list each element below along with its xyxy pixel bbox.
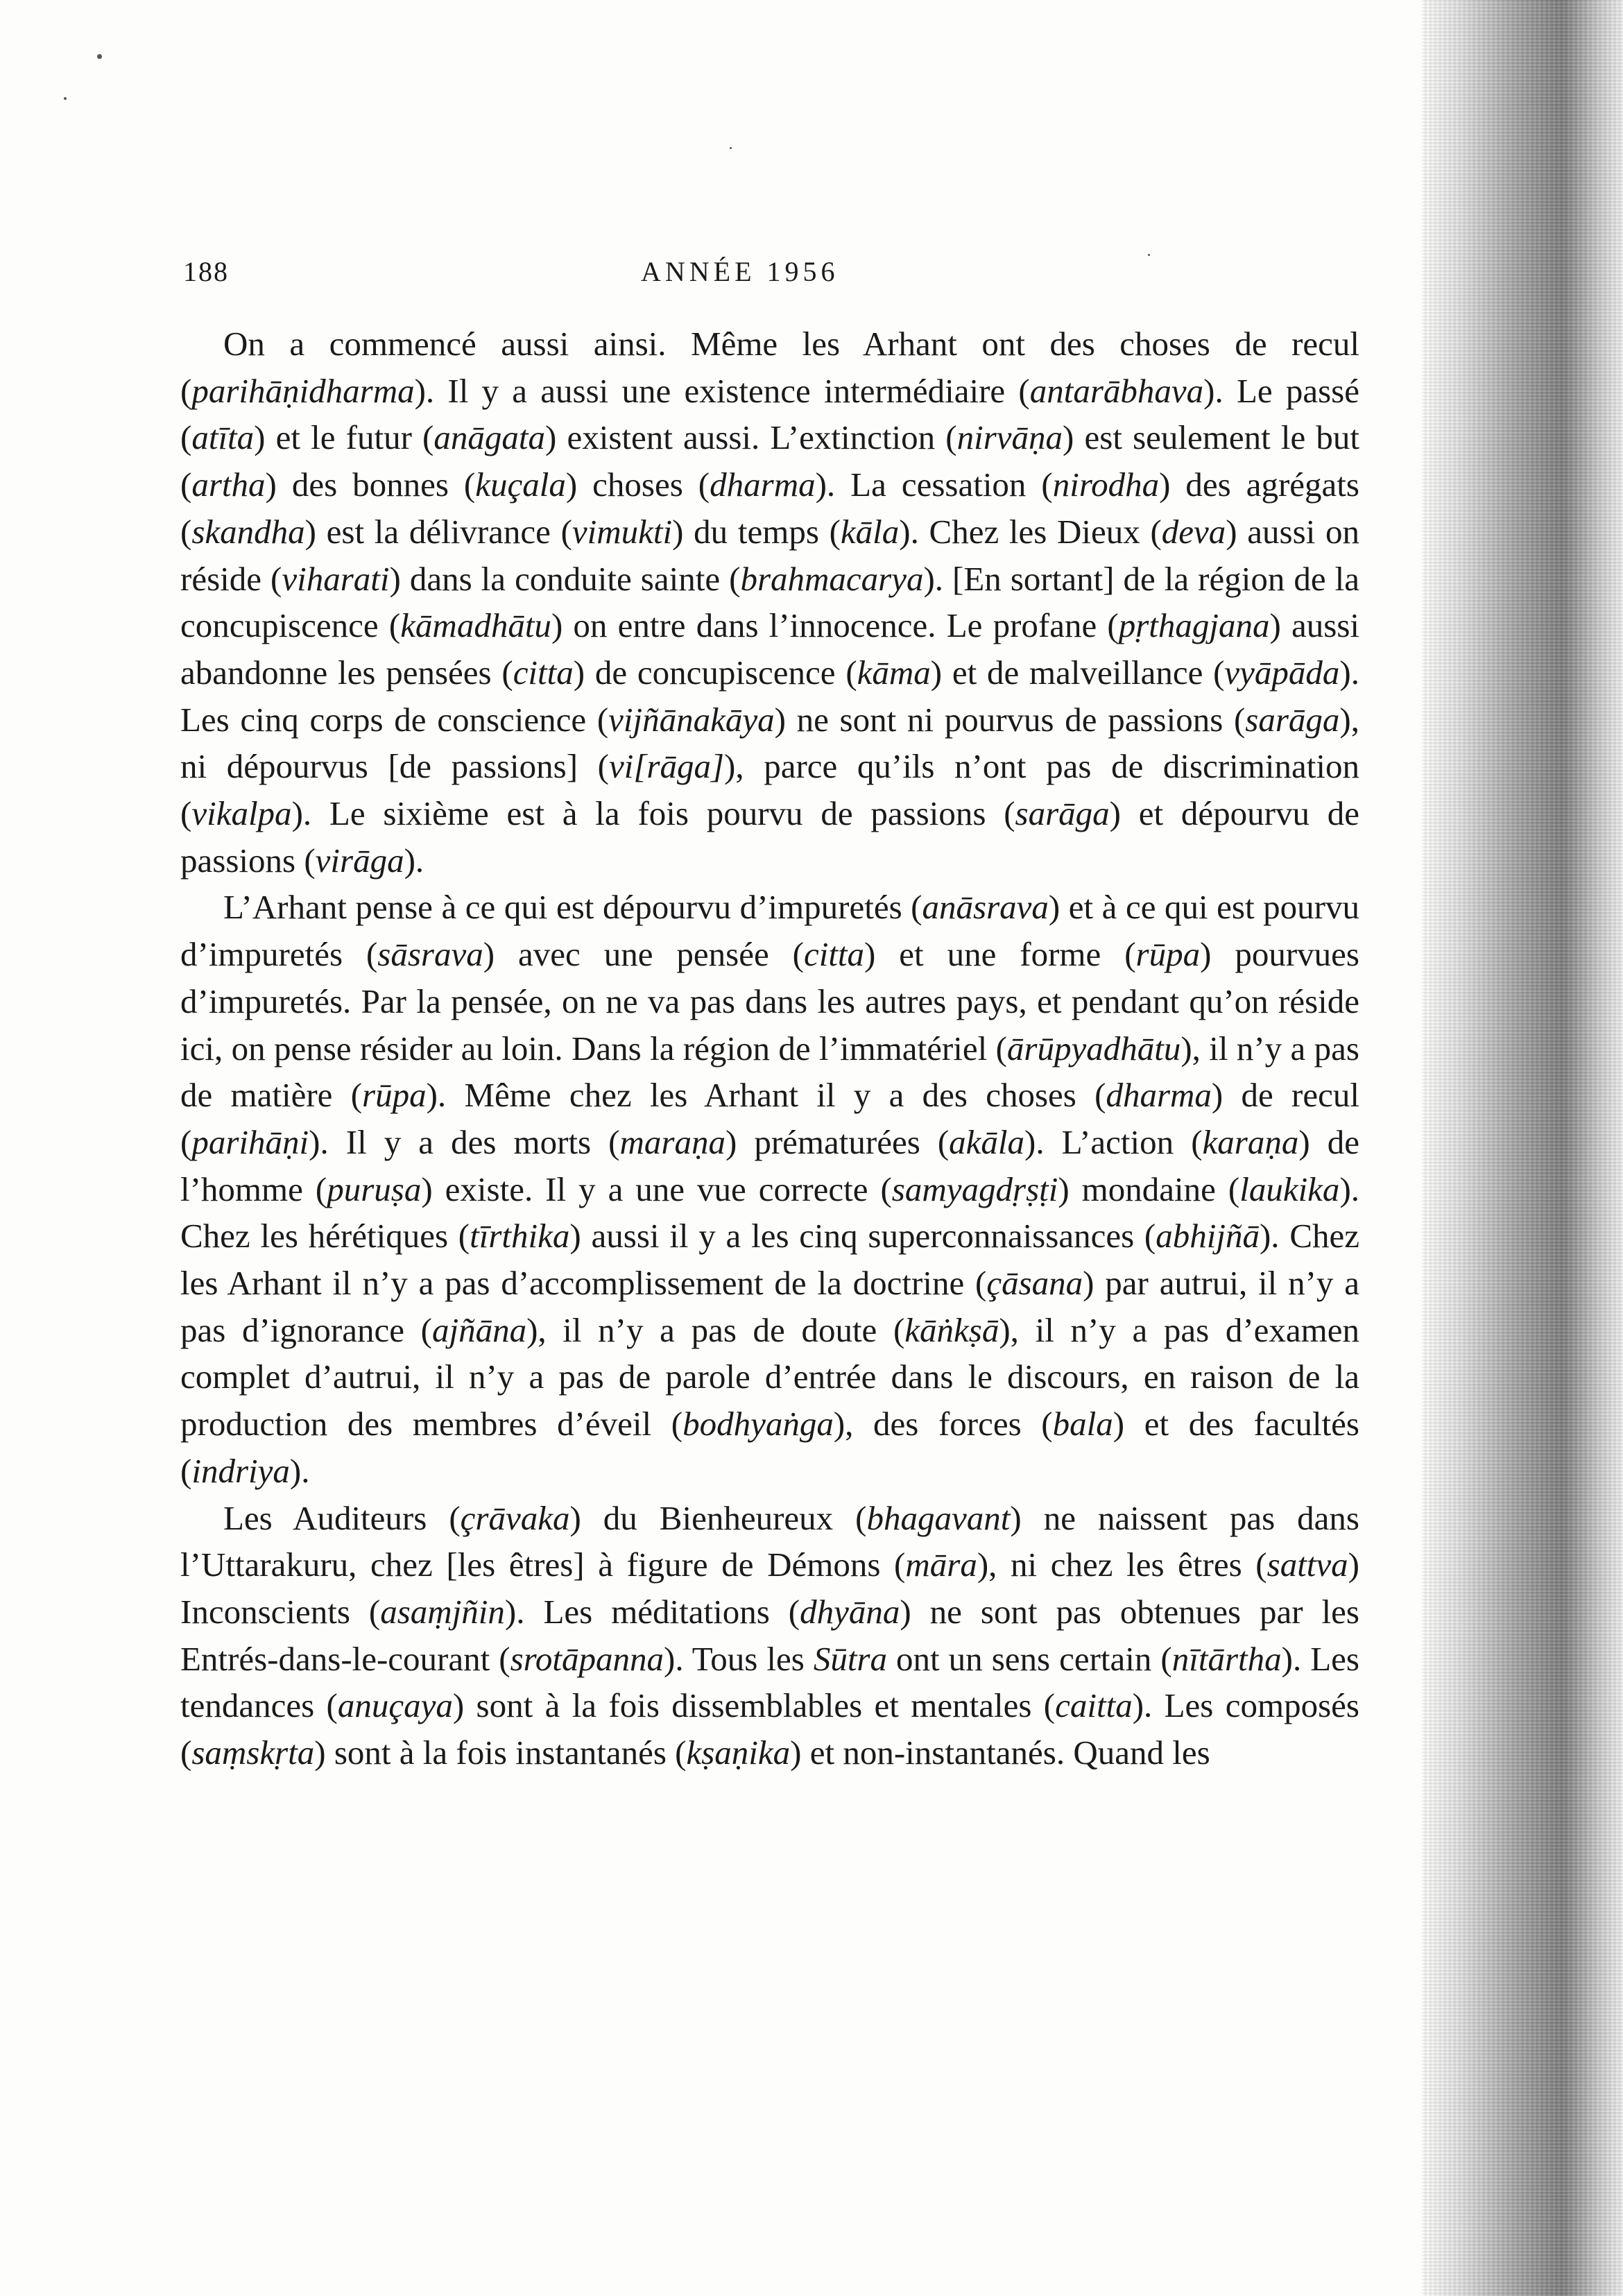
text-run: ). L’action ( (1024, 1122, 1203, 1161)
text-run: ) existe. Il y a une vue correcte ( (421, 1170, 892, 1208)
text-run: ). Tous les (664, 1639, 814, 1678)
text-run: ) et une forme ( (864, 935, 1136, 974)
sanskrit-term: vijñānakāya (608, 700, 775, 739)
text-run: ). Les cinq corps de conscience ( (180, 653, 1359, 739)
text-run: ) pourvues d’impuretés. Par la pensée, on ne va pas dans les autres pays, et pendant qu’on réside ici, on pense résider au loin. Dans la région de l’immatériel ( (180, 935, 1359, 1068)
sanskrit-term: parihāṇi (191, 1122, 309, 1161)
sanskrit-term: vimukti (572, 512, 673, 551)
text-run: ) aussi il y a les cinq superconnaissances ( (569, 1217, 1156, 1256)
text-run: ) avec une pensée ( (483, 935, 804, 974)
sanskrit-term: bhagavant (866, 1498, 1011, 1537)
sanskrit-term: sāsrava (377, 935, 483, 974)
sanskrit-term: ārūpyadhātu (1006, 1029, 1181, 1068)
sanskrit-term: kāla (840, 512, 900, 551)
sanskrit-term: puruṣa (327, 1170, 422, 1208)
text-run: ) existent aussi. L’extinction ( (545, 418, 957, 457)
text-run: ). Le sixième est à la fois pourvu de passions ( (291, 794, 1015, 833)
running-title: ANNÉE 1956 (641, 256, 839, 287)
text-run: ), parce qu’ils n’ont pas de discrimination ( (180, 747, 1359, 833)
text-run: ) est la délivrance ( (304, 512, 572, 551)
sanskrit-term: māra (905, 1545, 977, 1584)
text-run: ), il n’y a pas d’examen complet d’autrui, il n’y a pas de parole d’entrée dans le discours, en raison de la production des membres d’éveil ( (180, 1310, 1359, 1443)
sanskrit-term: skandha (191, 512, 305, 551)
text-run: ) et non-instantanés. Quand les (790, 1733, 1210, 1772)
text-run: ) ne naissent pas dans l’Uttarakuru, chez [les êtres] à figure de Démons ( (180, 1498, 1359, 1584)
text-run: ), des forces ( (833, 1405, 1053, 1443)
paragraph (180, 884, 1359, 1494)
sanskrit-term: ajñāna (431, 1310, 527, 1349)
text-run: ). Il y a aussi une existence intermédiaire ( (414, 371, 1030, 410)
binding-shadow (1422, 0, 1623, 2296)
sanskrit-term: samyagdṛṣṭi (891, 1170, 1058, 1208)
text-run: ) des agrégats ( (180, 465, 1359, 551)
text-run: L’Arhant pense à ce qui est dépourvu d’impuretés ( (223, 888, 922, 927)
text-run: ). Même chez les Arhant il y a des choses ( (426, 1076, 1106, 1115)
sanskrit-term: kāmadhātu (400, 606, 551, 645)
sanskrit-term: karaṇa (1202, 1122, 1299, 1161)
text-run: ) de recul ( (180, 1076, 1359, 1161)
text-run: ), il n’y a pas de matière ( (180, 1029, 1359, 1115)
text-run: ) ne sont ni pourvus de passions ( (774, 700, 1246, 739)
text-run: ) de concupiscence ( (573, 653, 857, 692)
text-run: ) du temps ( (672, 512, 841, 551)
paragraph (180, 320, 1359, 884)
text-run: ) aussi abandonne les pensées ( (180, 606, 1359, 692)
sanskrit-term: asaṃjñin (380, 1592, 505, 1631)
text-run: ) de l’homme ( (180, 1122, 1359, 1208)
sanskrit-term: antarābhava (1029, 371, 1204, 410)
running-head (183, 255, 1411, 297)
sanskrit-term: artha (191, 465, 266, 504)
text-run: ), il n’y a pas de doute ( (526, 1310, 905, 1349)
sanskrit-term: bodhyaṅga (682, 1405, 834, 1443)
sanskrit-term: anāsrava (922, 888, 1049, 927)
text-run: ) du Bienheureux ( (569, 1498, 867, 1537)
text-run: ) et à ce qui est pourvu d’impuretés ( (180, 888, 1359, 974)
text-run: ) est seulement le but ( (180, 418, 1360, 504)
text-run: ). Les tendances ( (180, 1639, 1359, 1725)
text-run: ) aussi on réside ( (180, 512, 1359, 598)
sanskrit-term: rūpa (362, 1076, 427, 1115)
sanskrit-term: deva (1161, 512, 1226, 551)
text-run: ). Chez les Dieux ( (899, 512, 1162, 551)
sanskrit-term: srotāpanna (510, 1639, 664, 1678)
sanskrit-term: anuçaya (337, 1686, 453, 1725)
sanskrit-term: dharma (710, 465, 816, 504)
text-run: ) on entre dans l’innocence. Le profane ( (551, 606, 1119, 645)
sanskrit-term: akāla (949, 1122, 1025, 1161)
sanskrit-term: rūpa (1135, 935, 1201, 974)
sanskrit-term: kāṅkṣā (904, 1310, 999, 1349)
text-run: ) prématurées ( (725, 1122, 950, 1161)
text-run: ) et le futur ( (254, 418, 434, 457)
text-run: ). Il y a des morts ( (309, 1122, 620, 1161)
text-run: ) dans la conduite sainte ( (389, 559, 741, 598)
sanskrit-term: kāma (857, 653, 931, 692)
sanskrit-term: kṣaṇika (686, 1733, 791, 1772)
sanskrit-term: nirodha (1052, 465, 1160, 504)
sanskrit-term: anāgata (433, 418, 545, 457)
text-run: ) par autrui, il n’y a pas d’ignorance ( (180, 1264, 1359, 1349)
paragraph (180, 1495, 1359, 1776)
sanskrit-term: parihāṇidharma (191, 371, 415, 410)
sanskrit-term: atīta (191, 418, 255, 457)
sanskrit-term: citta (803, 935, 865, 974)
text-run: ). [En sortant] de la région de la concupiscence ( (180, 559, 1359, 645)
text-run: ). Le passé ( (180, 371, 1359, 457)
text-run: On a commencé aussi ainsi. Même les Arhant ont des choses de recul ( (180, 325, 1359, 410)
body-text (180, 320, 1359, 1776)
text-run: ) sont à la fois instantanés ( (314, 1733, 687, 1772)
sanskrit-term: kuçala (475, 465, 566, 504)
sanskrit-term: caitta (1055, 1686, 1133, 1725)
text-run: ) et de malveillance ( (930, 653, 1225, 692)
text-run: ). Les méditations ( (504, 1592, 800, 1631)
text-run: ) et des facultés ( (180, 1405, 1360, 1490)
text-run: ) et dépourvu de passions ( (180, 794, 1359, 880)
text-run: ) choses ( (565, 465, 710, 504)
text-run: ). (289, 1451, 310, 1490)
sanskrit-term: dharma (1106, 1076, 1212, 1115)
sanskrit-term: brahmacarya (740, 559, 924, 598)
sanskrit-term: maraṇa (619, 1122, 725, 1161)
sanskrit-term: saṃskṛta (191, 1733, 315, 1772)
text-run: ) mondaine ( (1058, 1170, 1240, 1208)
text-run: ). Chez les hérétiques ( (180, 1170, 1360, 1256)
sanskrit-term: laukika (1239, 1170, 1340, 1208)
sanskrit-term: dhyāna (800, 1592, 900, 1631)
sanskrit-term: nītārtha (1171, 1639, 1282, 1678)
text-run: ). Chez les Arhant il n’y a pas d’accomplissement de la doctrine ( (180, 1217, 1359, 1303)
sanskrit-term: virāga (315, 841, 404, 880)
sanskrit-term: sattva (1266, 1545, 1348, 1584)
sanskrit-term: çrāvaka (460, 1498, 570, 1537)
text-run: Les Auditeurs ( (223, 1498, 461, 1537)
sanskrit-term: viharati (282, 559, 390, 598)
text-run: ) des bonnes ( (265, 465, 476, 504)
sanskrit-term: vi[rāga] (608, 747, 725, 786)
sanskrit-term: bala (1052, 1405, 1113, 1443)
text-run: ). La cessation ( (815, 465, 1053, 504)
text-run: ) ne sont pas obtenues par les Entrés-dans-le-courant ( (180, 1592, 1359, 1678)
sanskrit-term: indriya (191, 1451, 290, 1490)
page-number: 188 (183, 256, 229, 287)
text-run: ) Inconscients ( (180, 1545, 1359, 1631)
sanskrit-term: nirvāṇa (956, 418, 1063, 457)
sanskrit-term: tīrthika (470, 1217, 570, 1256)
text-run: ). (404, 841, 424, 880)
sanskrit-term: vikalpa (191, 794, 292, 833)
text-run: ) sont à la fois dissemblables et mentales ( (452, 1686, 1056, 1725)
sanskrit-term: Sūtra (813, 1639, 887, 1678)
sanskrit-term: abhijñā (1156, 1217, 1260, 1256)
text-run: ont un sens certain ( (887, 1639, 1172, 1678)
sanskrit-term: sarāga (1245, 700, 1340, 739)
sanskrit-term: pṛthagjana (1118, 606, 1270, 645)
sanskrit-term: citta (513, 653, 574, 692)
sanskrit-term: çāsana (986, 1264, 1083, 1303)
text-run: ), ni dépourvus [de passions] ( (180, 700, 1359, 786)
sanskrit-term: vyāpāda (1224, 653, 1340, 692)
text-run: ), ni chez les êtres ( (977, 1545, 1267, 1584)
text-run: ). Les composés ( (180, 1686, 1359, 1772)
sanskrit-term: sarāga (1015, 794, 1110, 833)
